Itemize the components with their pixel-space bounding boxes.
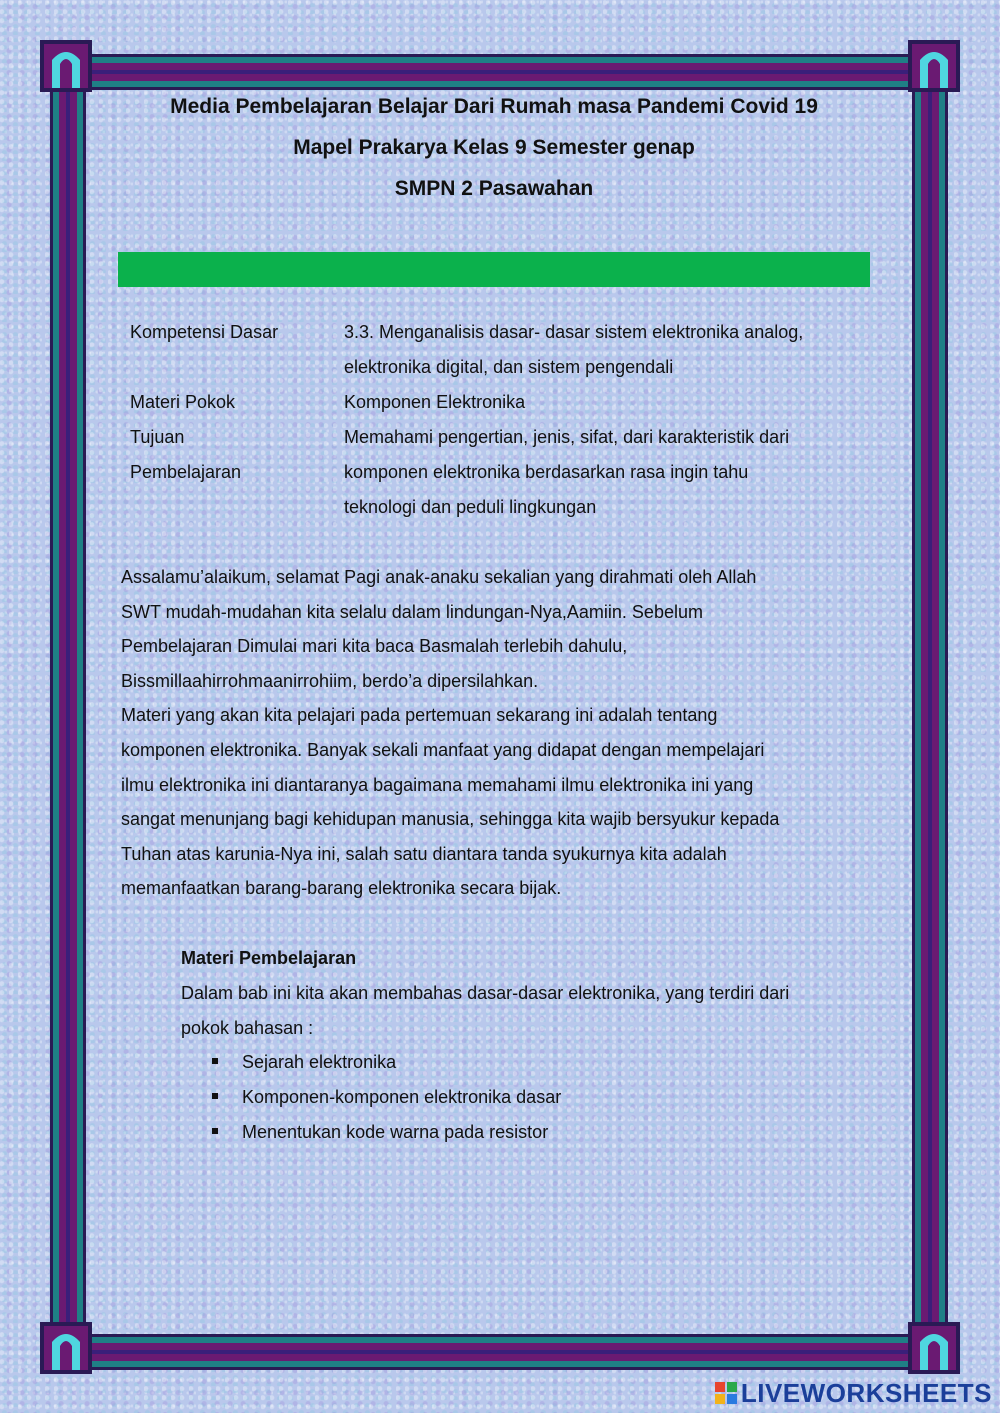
text-line: Pembelajaran Dimulai mari kita baca Basmalah terlebih dahulu, xyxy=(121,636,628,657)
school-name: SMPN 2 Pasawahan xyxy=(394,177,594,200)
list-item-text: Menentukan kode warna pada resistor xyxy=(242,1122,549,1142)
tujuan-value-line: komponen elektronika berdasarkan rasa ingin tahu xyxy=(344,462,749,482)
tujuan-label: Tujuan xyxy=(130,427,185,447)
frame-right-border xyxy=(912,60,948,1353)
frame-left-border xyxy=(50,60,86,1353)
materi-description: Dalam bab ini kita akan membahas dasar-dasar elektronika, yang terdiri dari xyxy=(181,983,790,1003)
corner-ornament-icon xyxy=(908,1322,960,1374)
materi-heading: Materi Pembelajaran xyxy=(181,948,357,968)
bullet-square-icon xyxy=(212,1093,218,1099)
page-title: Media Pembelajaran Belajar Dari Rumah masa Pandemi Covid 19 xyxy=(170,95,818,118)
corner-ornament-icon xyxy=(40,40,92,92)
tujuan-value-line: teknologi dan peduli lingkungan xyxy=(344,497,597,517)
materi-value: Komponen Elektronika xyxy=(344,392,526,412)
kd-value-line: 3.3. Menganalisis dasar- dasar sistem elektronika analog, xyxy=(344,322,804,342)
text-line: Tuhan atas karunia-Nya ini, salah satu diantara tanda syukurnya kita adalah xyxy=(121,843,727,864)
list-item xyxy=(212,1080,561,1115)
text-line: Bissmillaahirrohmaanirrohiim, berdo’a dipersilahkan. xyxy=(121,670,539,691)
tujuan-label: Pembelajaran xyxy=(130,462,242,482)
intro-paragraph xyxy=(121,560,881,906)
frame-top-border xyxy=(60,54,940,90)
green-divider-bar xyxy=(118,252,870,287)
list-item-text: Sejarah elektronika xyxy=(242,1052,397,1072)
text-line: sangat menunjang bagi kehidupan manusia, sehingga kita wajib bersyukur kepada xyxy=(121,809,780,830)
bullet-square-icon xyxy=(212,1058,218,1064)
liveworksheets-logo-icon xyxy=(715,1382,737,1404)
text-line: Materi yang akan kita pelajari pada pertemuan sekarang ini adalah tentang xyxy=(121,705,718,726)
frame-bottom-border xyxy=(60,1334,940,1370)
list-item-text: Komponen-komponen elektronika dasar xyxy=(242,1087,562,1107)
text-line: memanfaatkan barang-barang elektronika secara bijak. xyxy=(121,878,562,899)
text-line: ilmu elektronika ini diantaranya bagaimana memahami ilmu elektronika ini yang xyxy=(121,774,754,795)
materi-label: Materi Pokok xyxy=(130,392,236,412)
tujuan-value-line: Memahami pengertian, jenis, sifat, dari karakteristik dari xyxy=(344,427,790,447)
brand-name: LIVEWORKSHEETS xyxy=(740,1378,992,1408)
text-line: komponen elektronika. Banyak sekali manfaat yang didapat dengan mempelajari xyxy=(121,739,765,760)
corner-ornament-icon xyxy=(40,1322,92,1374)
corner-ornament-icon xyxy=(908,40,960,92)
text-line: Assalamu’alaikum, selamat Pagi anak-anaku sekalian yang dirahmati oleh Allah xyxy=(121,567,757,587)
kd-label: Kompetensi Dasar xyxy=(130,322,279,342)
subject-title: Mapel Prakarya Kelas 9 Semester genap xyxy=(293,136,695,159)
list-item xyxy=(212,1045,396,1080)
bullet-square-icon xyxy=(212,1128,218,1134)
text-line: SWT mudah-mudahan kita selalu dalam lindungan-Nya,Aamiin. Sebelum xyxy=(121,601,703,622)
list-item xyxy=(212,1115,548,1150)
kd-value-line: elektronika digital, dan sistem pengendali xyxy=(344,357,674,377)
materi-description: pokok bahasan : xyxy=(181,1018,314,1038)
liveworksheets-logo xyxy=(715,1378,992,1409)
